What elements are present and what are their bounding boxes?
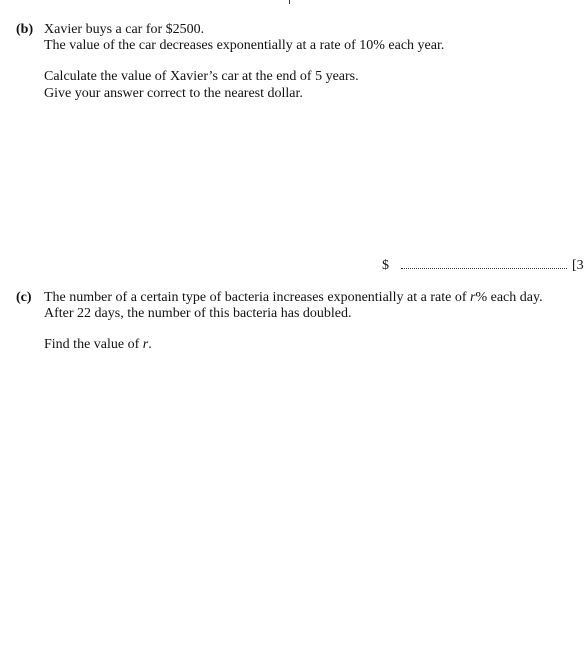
part-c-line-3	[44, 337, 152, 353]
part-c-line-1-b: % each day.	[475, 290, 543, 305]
part-c-label: (c)	[16, 290, 32, 305]
part-c-line-3-b: .	[148, 337, 152, 352]
part-b-line-4: Give your answer correct to the nearest dollar.	[44, 86, 303, 101]
part-b-line-1: Xavier buys a car for $2500.	[44, 22, 205, 37]
marks-label: [3	[572, 258, 584, 273]
part-b-label: (b)	[16, 22, 34, 37]
answer-line[interactable]	[382, 258, 567, 274]
variable-r: r	[142, 337, 149, 352]
answer-dotted-line[interactable]	[401, 258, 567, 269]
page-edge-mark	[289, 0, 290, 4]
part-c-line-3-a: Find the value of	[44, 337, 143, 352]
part-c-line-1-a: The number of a certain type of bacteria increases exponentially at a rate of	[44, 290, 471, 305]
part-c-line-2: After 22 days, the number of this bacteria has doubled.	[44, 306, 352, 321]
part-b-line-2: The value of the car decreases exponentially at a rate of 10% each year.	[44, 38, 445, 53]
part-b-line-3: Calculate the value of Xavier’s car at the end of 5 years.	[44, 69, 359, 84]
variable-r: r	[470, 290, 476, 305]
part-c-line-1	[44, 290, 543, 306]
dollar-sign: $	[382, 258, 389, 273]
